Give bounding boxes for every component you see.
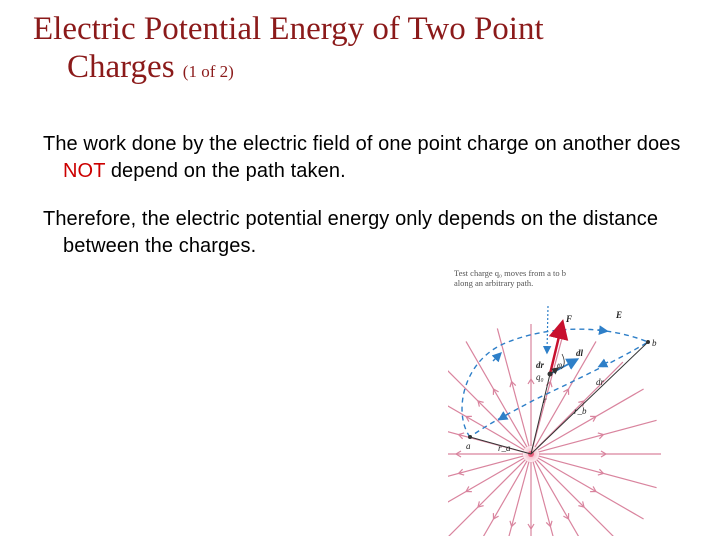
figure-caption: [454, 268, 566, 288]
label-force: F: [566, 314, 573, 324]
path-arrow-icon: [500, 414, 508, 419]
field-line: [497, 328, 529, 446]
test-charge: [548, 372, 553, 377]
figure-caption-line-2: along an arbitrary path.: [454, 278, 534, 288]
title-line-1: Electric Potential Energy of Two Point: [33, 11, 544, 47]
title-line-2: [33, 48, 693, 91]
r-vector-icon: [531, 374, 550, 454]
label-ra: r_a: [498, 443, 511, 453]
label-field: E: [616, 310, 623, 320]
field-line: [535, 461, 596, 536]
label-r: r: [543, 395, 547, 405]
point-a: [468, 435, 472, 439]
caption-pointer-icon: [547, 306, 548, 352]
label-r-plus-dr: dr: [596, 377, 605, 387]
label-dr: dr: [536, 360, 545, 370]
title-suffix: (1 of 2): [182, 62, 234, 81]
field-line: [539, 420, 657, 452]
slide-title: [33, 10, 693, 91]
rb-vector-icon: [531, 342, 648, 454]
field-line: [538, 458, 644, 519]
point-charge-path-figure: [448, 264, 710, 536]
field-line: [539, 456, 657, 488]
field-line: [466, 461, 527, 536]
figure-caption-line-1: Test charge q₀ moves from a to b: [454, 268, 566, 278]
label-rb: r_b: [574, 406, 587, 416]
label-phi: φ: [557, 360, 562, 370]
label-q0: q₀: [536, 372, 544, 382]
label-dl: dl: [576, 348, 584, 358]
paragraph1-emphasis: NOT: [63, 160, 106, 182]
paragraph-distance-dependence: Therefore, the electric potential energy only depends on the distance between the charges.: [43, 208, 659, 257]
label-a: a: [466, 441, 471, 451]
field-line: [533, 328, 565, 446]
field-line: [448, 389, 524, 450]
path-arrow-icon: [493, 354, 500, 361]
title-line-2-text: Charges: [67, 49, 175, 85]
field-diagram: [448, 264, 710, 536]
paragraph1-after: depend on the path taken.: [105, 160, 346, 182]
path-arrow-icon: [598, 330, 606, 331]
point-b: [646, 340, 650, 344]
paragraph-path-independence: [43, 131, 713, 185]
field-line: [448, 458, 524, 519]
field-line: [538, 389, 644, 450]
paragraph1-before: The work done by the electric field of one point charge on another does: [43, 133, 681, 155]
label-b: b: [652, 338, 657, 348]
